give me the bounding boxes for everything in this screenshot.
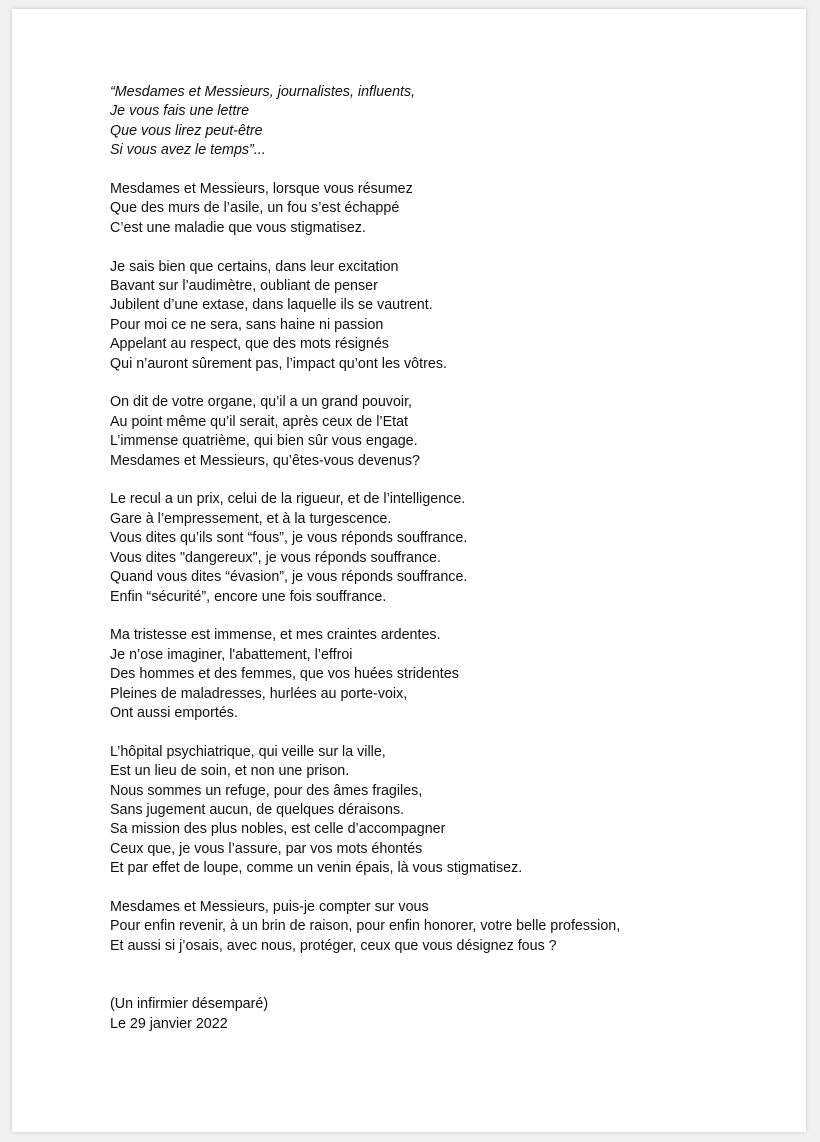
poem-line: Appelant au respect, que des mots résignés [110, 336, 389, 353]
poem-line: Mesdames et Messieurs, lorsque vous résumez [110, 181, 413, 198]
poem-line: Vous dites "dangereux", je vous réponds souffrance. [110, 549, 441, 566]
stanza-6 [110, 743, 750, 879]
poem-line: L’hôpital psychiatrique, qui veille sur la ville, [110, 743, 386, 760]
stanza-1 [110, 180, 750, 238]
intro-line: Que vous lirez peut-être [110, 122, 263, 139]
poem-line: Des hommes et des femmes, que vos huées stridentes [110, 666, 459, 683]
poem-line: Pleines de maladresses, hurlées au porte-voix, [110, 685, 408, 702]
poem-line: Et par effet de loupe, comme un venin épais, là vous stigmatisez. [110, 860, 523, 877]
poem-line: Mesdames et Messieurs, qu’êtes-vous devenus? [110, 452, 420, 469]
poem-line: L’immense quatrième, qui bien sûr vous engage. [110, 433, 418, 450]
poem-line: Enfin “sécurité”, encore une fois souffrance. [110, 588, 387, 605]
poem-content [110, 83, 750, 1034]
stanza-2 [110, 258, 750, 374]
poem-line: Est un lieu de soin, et non une prison. [110, 763, 350, 780]
poem-line: Bavant sur l’audimètre, oubliant de penser [110, 278, 378, 295]
stanza-7 [110, 898, 750, 956]
stanza-5 [110, 626, 750, 723]
poem-line: Que des murs de l’asile, un fou s’est échappé [110, 200, 400, 217]
poem-line: Je sais bien que certains, dans leur excitation [110, 258, 399, 275]
signature-author: (Un infirmier désemparé) [110, 996, 269, 1013]
poem-line: Ceux que, je vous l’assure, par vos mots éhontés [110, 840, 423, 857]
poem-line: Mesdames et Messieurs, puis-je compter sur vous [110, 898, 429, 915]
stanza-3 [110, 393, 750, 471]
poem-line: Nous sommes un refuge, pour des âmes fragiles, [110, 782, 423, 799]
poem-line: Sans jugement aucun, de quelques déraisons. [110, 801, 405, 818]
poem-line: C’est une maladie que vous stigmatisez. [110, 219, 366, 236]
poem-line: Ma tristesse est immense, et mes craintes ardentes. [110, 627, 441, 644]
poem-line: Jubilent d’une extase, dans laquelle ils se vautrent. [110, 297, 433, 314]
poem-line: Je n’ose imaginer, l'abattement, l’effroi [110, 646, 353, 663]
stanza-4 [110, 490, 750, 606]
poem-line: Et aussi si j’osais, avec nous, protéger, ceux que vous désignez fous ? [110, 937, 557, 954]
poem-line: Vous dites qu’ils sont “fous”, je vous réponds souffrance. [110, 530, 468, 547]
poem-line: Sa mission des plus nobles, est celle d’accompagner [110, 821, 446, 838]
intro-line: Je vous fais une lettre [110, 103, 250, 120]
poem-line: Gare à l’empressement, et à la turgescence. [110, 510, 392, 527]
poem-line: Le recul a un prix, celui de la rigueur, et de l’intelligence. [110, 491, 466, 508]
poem-line: Ont aussi emportés. [110, 704, 238, 721]
poem-line: Pour moi ce ne sera, sans haine ni passion [110, 316, 384, 333]
intro-line: Si vous avez le temps”... [110, 142, 266, 159]
signature-block [110, 995, 750, 1034]
document-page [12, 9, 806, 1132]
poem-line: Quand vous dites “évasion”, je vous réponds souffrance. [110, 569, 468, 586]
poem-line: Pour enfin revenir, à un brin de raison, pour enfin honorer, votre belle profession, [110, 918, 621, 935]
intro-stanza [110, 83, 750, 161]
intro-line: “Mesdames et Messieurs, journalistes, influents, [110, 84, 416, 100]
poem-line: Au point même qu’il serait, après ceux de l’Etat [110, 413, 409, 430]
signature-date: Le 29 janvier 2022 [110, 1015, 228, 1032]
poem-line: Qui n’auront sûrement pas, l’impact qu’ont les vôtres. [110, 355, 447, 372]
poem-line: On dit de votre organe, qu’il a un grand pouvoir, [110, 394, 413, 411]
